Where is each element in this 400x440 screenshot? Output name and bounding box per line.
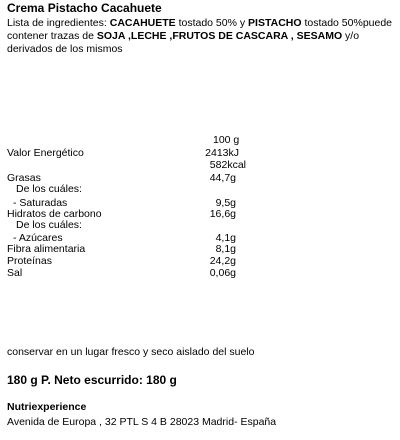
- nutrition-row-fat-value: 44,7g: [209, 172, 236, 184]
- nutrition-row-carbs-label: Hidratos de carbono: [7, 208, 102, 220]
- ingredients-text-1: tostado 50% y: [175, 17, 249, 29]
- nutrition-row-carbs-value: 16,6g: [209, 208, 236, 220]
- net-weight: 180 g P. Neto escurrido: 180 g: [7, 373, 177, 387]
- nutrition-row-salt-value: 0,06g: [209, 267, 236, 279]
- allergens-list: SOJA ,LECHE ,FRUTOS DE CASCARA , SESAMO: [96, 30, 343, 42]
- nutrition-row-protein-label: Proteínas: [7, 255, 52, 267]
- nutrition-row-carbs-sub-label: De los cuáles:: [16, 219, 82, 231]
- ingredient-peanut: CACAHUETE: [109, 17, 176, 29]
- ingredients-label: Lista de ingredientes:: [7, 17, 110, 29]
- nutrition-row-salt-label: Sal: [7, 267, 23, 279]
- nutrition-row-fat-label: Grasas: [7, 172, 41, 184]
- ingredients-text-2: tostado 50%puede contener trazas de: [7, 17, 393, 42]
- company-name: Nutriexperience: [7, 401, 87, 413]
- nutrition-row-energy-kcal: 582kcal: [209, 159, 246, 171]
- nutrition-per-100g-header: 100 g: [213, 134, 240, 146]
- nutrition-row-fat-sub-label: De los cuáles:: [16, 183, 82, 195]
- nutrition-row-protein-value: 24,2g: [209, 255, 236, 267]
- company-address: Avenida de Europa , 32 PTL S 4 B 28023 Madrid- España: [7, 416, 277, 428]
- nutrition-row-saturated-label: - Saturadas: [13, 197, 68, 209]
- nutrition-row-sugars-value: 4,1g: [215, 232, 236, 244]
- product-title: Crema Pistacho Cacahuete: [7, 1, 162, 15]
- nutrition-row-energy-kj: 2413kJ: [205, 147, 239, 159]
- nutrition-row-fiber-value: 8,1g: [215, 243, 236, 255]
- nutrition-row-fiber-label: Fibra alimentaria: [7, 243, 86, 255]
- nutrition-row-sugars-label: - Azúcares: [13, 232, 63, 244]
- storage-instructions: conservar en un lugar fresco y seco aislado del suelo: [7, 346, 255, 358]
- ingredients-text-3: y/o derivados de los mismos: [7, 30, 360, 55]
- nutrition-row-saturated-value: 9,5g: [215, 197, 236, 209]
- ingredient-pistachio: PISTACHO: [248, 17, 302, 29]
- nutrition-row-energy-label: Valor Energético: [7, 147, 84, 159]
- ingredients-list: [7, 17, 393, 56]
